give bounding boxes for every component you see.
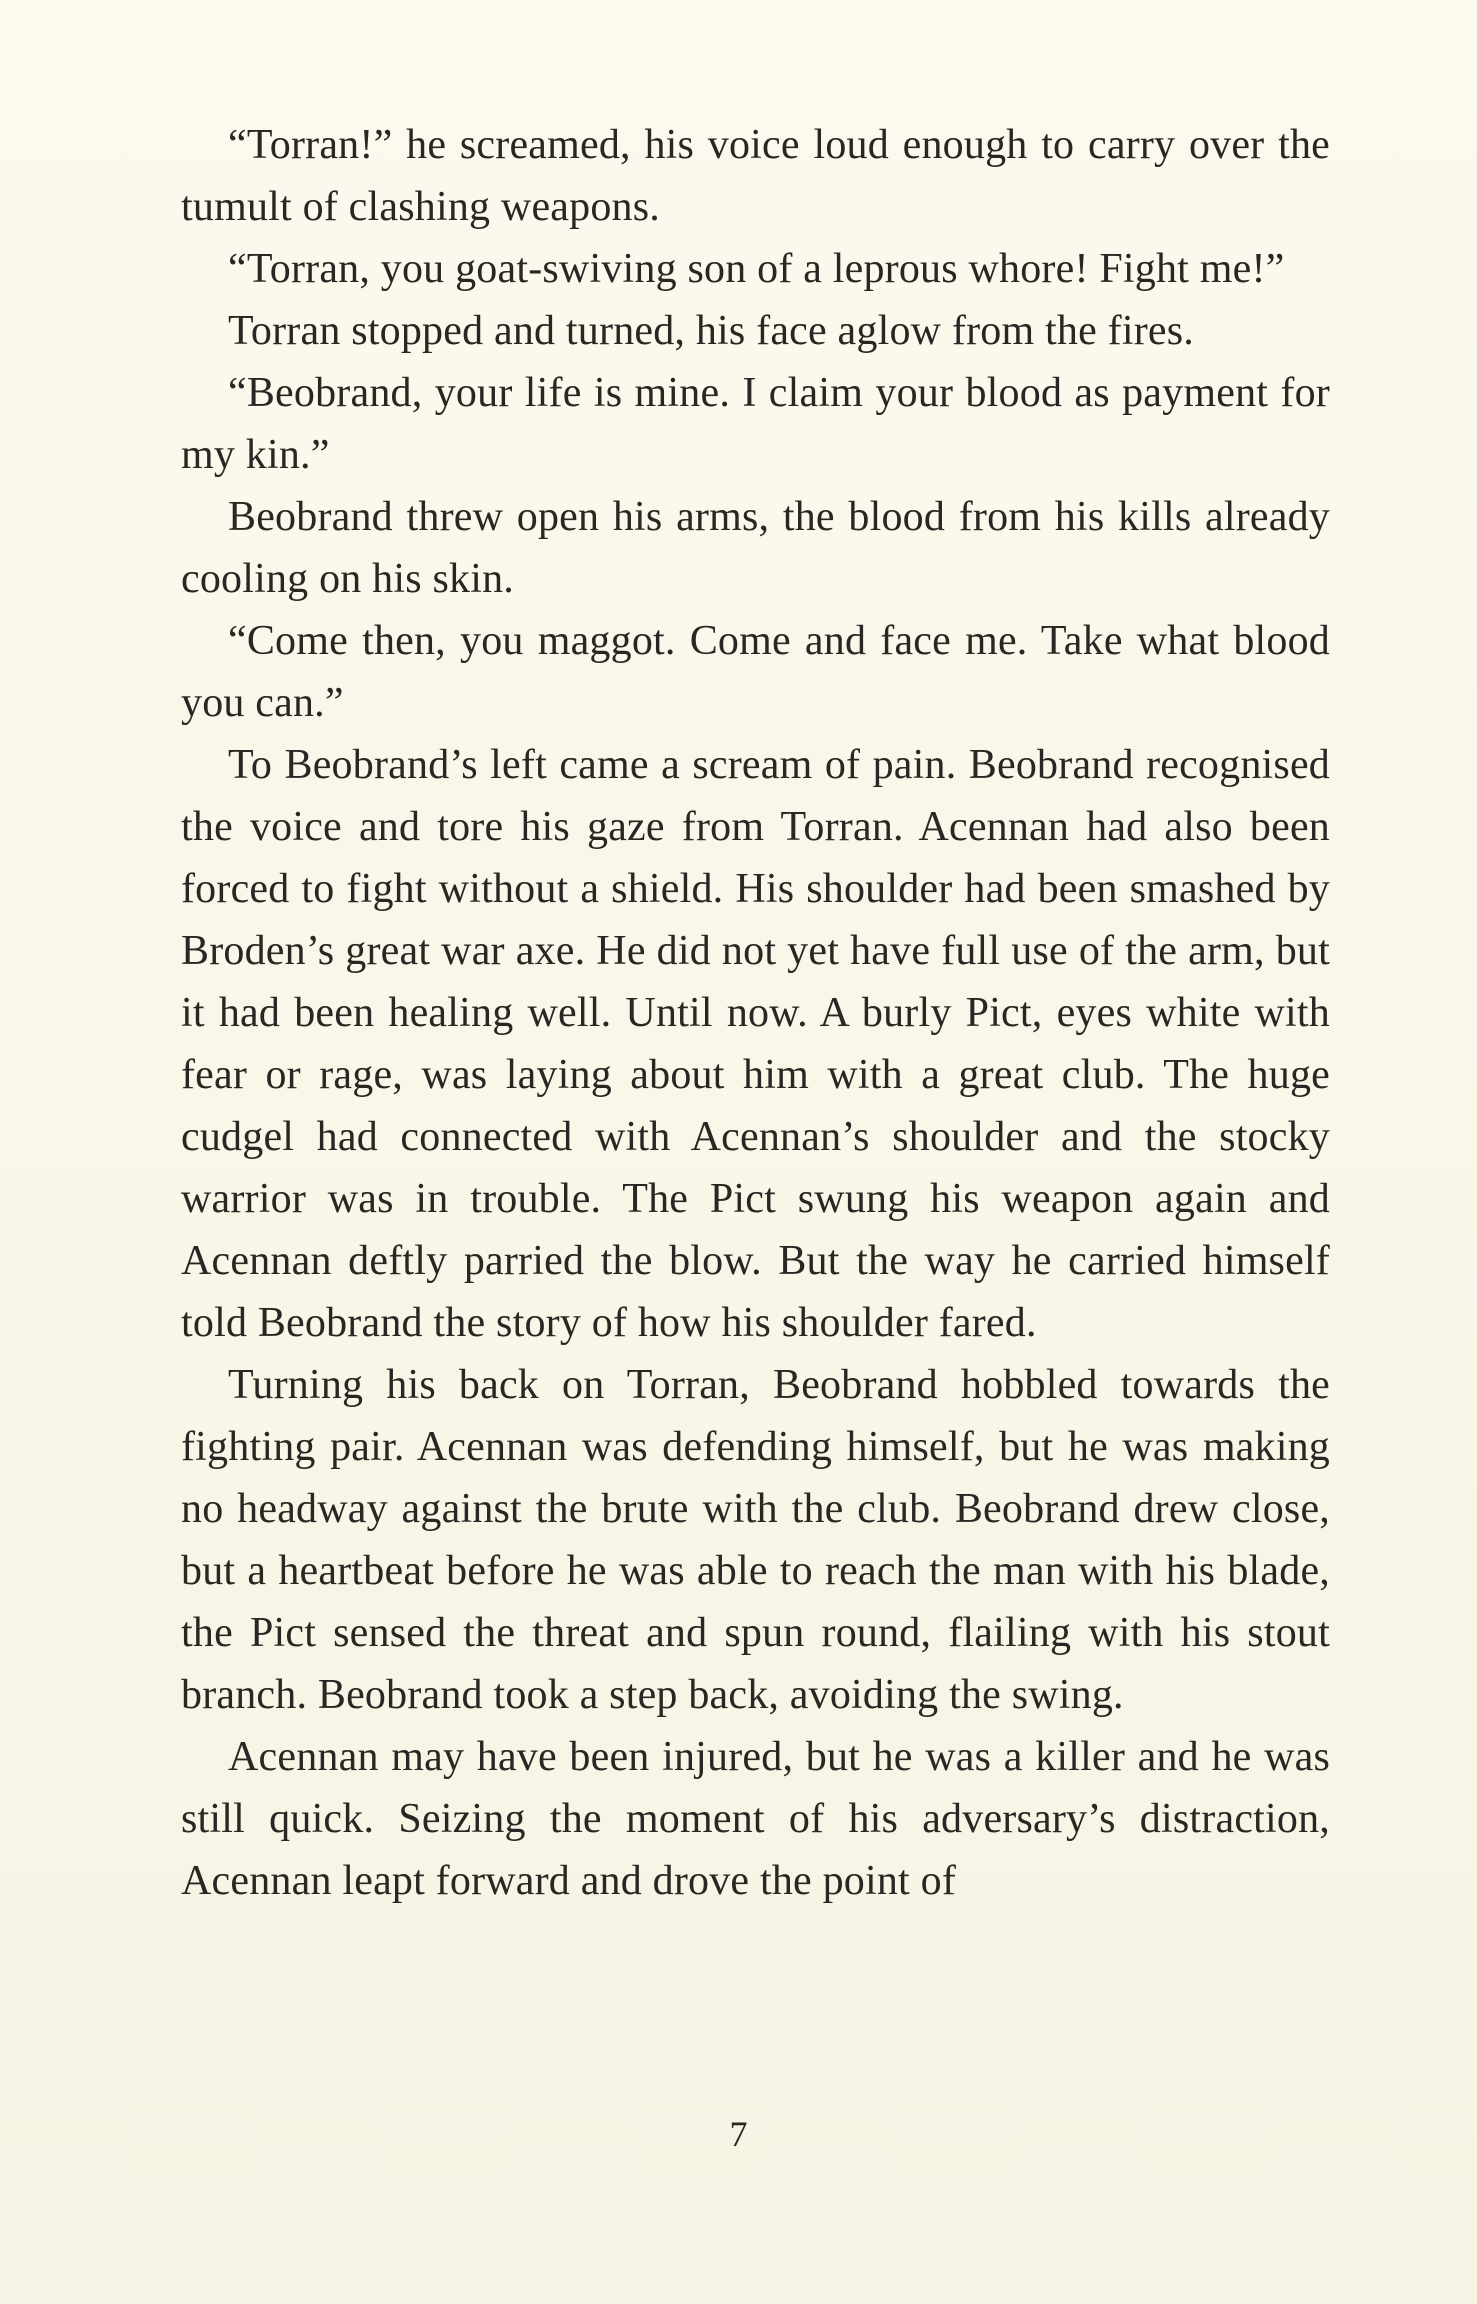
page-number: 7 <box>729 2114 748 2154</box>
paragraph-8: Turning his back on Torran, Beobrand hobbled towards the fighting pair. Acennan was defending himself, but he was making no headway against the brute with the club. Beobrand drew close, but a heartbeat before he was able to reach the man with his blade, the Pict sensed the threat and spun round, flailing with his stout branch. Beobrand took a step back, avoiding the swing. <box>181 1362 1330 1718</box>
paragraph-2: “Torran, you goat-swiving son of a leprous whore! Fight me!” <box>228 246 1285 292</box>
paragraph-3: Torran stopped and turned, his face aglow from the fires. <box>228 308 1194 354</box>
paragraph-4: “Beobrand, your life is mine. I claim your blood as payment for my kin.” <box>181 370 1330 478</box>
paragraph-7: To Beobrand’s left came a scream of pain. Beobrand recognised the voice and tore his gaze from Torran. Acennan had also been forced to fight without a shield. His shoulder had been smashed by Broden’s great war axe. He did not yet have full use of the arm, but it had been healing well. Until now. A burly Pict, eyes white with fear or rage, was laying about him with a great club. The huge cudgel had connected with Acennan’s shoulder and the stocky warrior was in trouble. The Pict swung his weapon again and Acennan deftly parried the blow. But the way he carried himself told Beobrand the story of how his shoulder fared. <box>181 742 1330 1346</box>
paragraph-5: Beobrand threw open his arms, the blood from his kills already cooling on his skin. <box>181 494 1330 602</box>
paragraph-9: Acennan may have been injured, but he was a killer and he was still quick. Seizing the moment of his adversary’s distraction, Acennan leapt forward and drove the point of <box>181 1734 1330 1904</box>
body-text <box>181 114 1330 1912</box>
paragraph-6: “Come then, you maggot. Come and face me. Take what blood you can.” <box>181 618 1330 726</box>
paragraph-1: “Torran!” he screamed, his voice loud enough to carry over the tumult of clashing weapons. <box>181 122 1330 230</box>
